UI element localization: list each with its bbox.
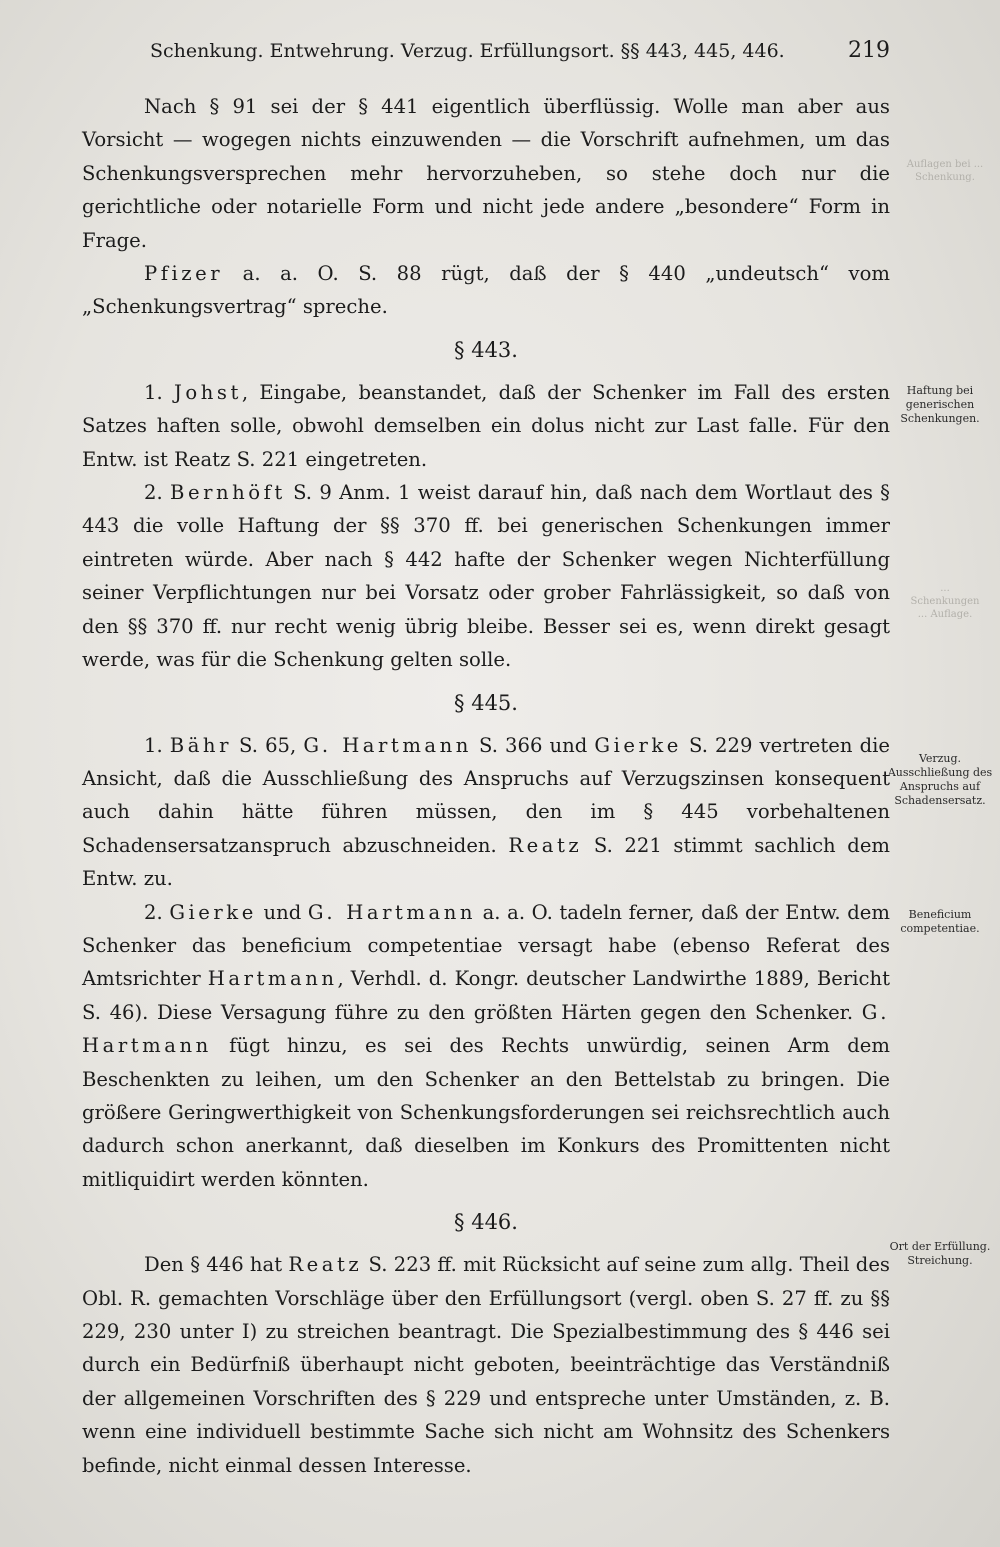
author-name: G. Hartmann	[307, 900, 476, 924]
author-name: Pfizer	[144, 262, 224, 286]
margin-note-place-of-performance: Ort der Erfüllung. Streichung.	[889, 1240, 991, 1267]
paragraph-text: S. 65,	[231, 733, 304, 757]
margin-note-delay: Verzug. Ausschließung des Anspruchs auf Schadensersatz.	[887, 752, 993, 807]
author-name: Bernhöft	[170, 481, 286, 505]
author-name: Bähr	[169, 733, 232, 757]
paragraph-text: S. 366 und	[471, 733, 595, 757]
paragraph-text: S. 229 vertreten die Ansicht, daß die Ausschließung des Anspruchs auf Verzugszinsen konsequent auch dahin hätte führen müssen, den im § 445 vorbehaltenen Schadensersatzanspruch abzuschneiden.	[82, 733, 890, 857]
margin-note-beneficium: Beneficium competentiae.	[900, 908, 980, 935]
running-title: Schenkung. Entwehrung. Verzug. Erfüllungsort. §§ 443, 445, 446.	[150, 40, 785, 62]
author-name: Gierke	[594, 733, 682, 757]
item-number: 2.	[144, 900, 170, 924]
paragraph-text: S. 9 Anm. 1 weist darauf hin, daß nach dem Wortlaut des § 443 die volle Haftung der §§ 370 ff. bei generischen Schenkungen immer eintreten würde. Aber nach § 442 hafte der Schenker wegen Nichterfüllung seiner Verpflichtungen nur bei Vorsatz oder grober Fahrlässigkeit, so daß von den §§ 370 ff. nur recht wenig übrig bleibe. Besser sei es, wenn direkt gesagt werde, was für die Schenkung gelten solle.	[82, 481, 890, 672]
item-number: 1.	[144, 380, 174, 404]
section-heading-443: § 443.	[454, 337, 518, 362]
paragraph-text: fügt hinzu, es sei des Rechts unwürdig, seinen Arm dem Beschenkten zu leihen, um den Schenker an den Bettelstab zu bringen. Die größere Geringwerthigkeit von Schenkungsforderungen sei reichsrechtlich auch dadurch schon anerkannt, daß dieselben im Konkurs des Promittenten nicht mitliquidirt werden könnten.	[82, 1034, 890, 1191]
page-number: 219	[848, 38, 890, 63]
paragraph-text: , Eingabe, beanstandet, daß der Schenker im Fall des ersten Satzes haften solle, obwohl demselben ein dolus nicht zur Last falle. Für den Entw. ist Reatz S. 221 eingetreten.	[82, 380, 890, 471]
author-name: Hartmann	[207, 967, 338, 991]
paragraph-text: und	[256, 900, 308, 924]
section-heading-446: § 446.	[454, 1210, 518, 1235]
paragraph-text: S. 223 ff. mit Rücksicht auf seine zum allg. Theil des Obl. R. gemachten Vorschläge über den Erfüllungsort (vergl. oben S. 27 ff. zu §§ 229, 230 unter I) zu streichen beantragt. Die Spezialbestimmung des § 446 sei durch ein Bedürfniß überhaupt nicht geboten, beeinträchtige das Verständniß der allgemeinen Vorschriften des § 229 und entspreche unter Umständen, z. B. wenn eine individuell bestimmte Sache sich nicht am Wohnsitz des Schenkers befinde, nicht einmal dessen Interesse.	[82, 1253, 890, 1477]
author-name: Johst	[174, 380, 242, 404]
item-number: 2.	[144, 481, 171, 505]
paragraph-7	[82, 1248, 890, 1482]
paragraph-text: , Verhdl. d. Kongr. deutscher Landwirthe 1889, Bericht S. 46). Diese Versagung führe zu den größten Härten gegen den Schenker.	[82, 967, 891, 1024]
paragraph-text: Den § 446 hat	[144, 1253, 289, 1277]
author-name: G. Hartmann	[82, 1000, 890, 1058]
paragraph-text: S. 221 stimmt sachlich dem Entw. zu.	[82, 833, 890, 891]
paragraph-text: a. a. O. S. 88 rügt, daß der § 440 „undeutsch“ vom „Schenkungsvertrag“ spreche.	[82, 262, 890, 319]
author-name: G. Hartmann	[303, 733, 472, 757]
show-through-note: ... Schenkungen ... Auflage.	[910, 583, 980, 620]
paragraph-5	[82, 729, 890, 896]
main-text	[82, 90, 890, 1482]
paragraph-text: a. a. O. tadeln ferner, daß der Entw. dem Schenker das beneficium competentiae versagt habe (ebenso Referat des Amtsrichter	[82, 900, 890, 991]
paragraph-4	[82, 476, 890, 676]
paragraph-2	[82, 257, 890, 324]
author-name: Reatz	[508, 833, 583, 857]
paragraph-3	[82, 376, 890, 476]
show-through-note: Auflagen bei ... Schenkung.	[906, 159, 984, 183]
author-name: Reatz	[288, 1253, 363, 1277]
section-heading-445: § 445.	[454, 690, 518, 715]
author-name: Gierke	[169, 900, 257, 924]
paragraph-6	[82, 896, 890, 1197]
page-header	[150, 36, 890, 66]
item-number: 1.	[144, 733, 170, 757]
margin-note-liability: Haftung bei generischen Schenkungen.	[900, 384, 980, 425]
paragraph-1: Nach § 91 sei der § 441 eigentlich überflüssig. Wolle man aber aus Vorsicht — wogegen nichts einzuwenden — die Vorschrift aufnehmen, um das Schenkungsversprechen mehr hervorzuheben, so stehe doch nur die gerichtliche oder notarielle Form und nicht jede andere „besondere“ Form in Frage.	[82, 95, 890, 252]
